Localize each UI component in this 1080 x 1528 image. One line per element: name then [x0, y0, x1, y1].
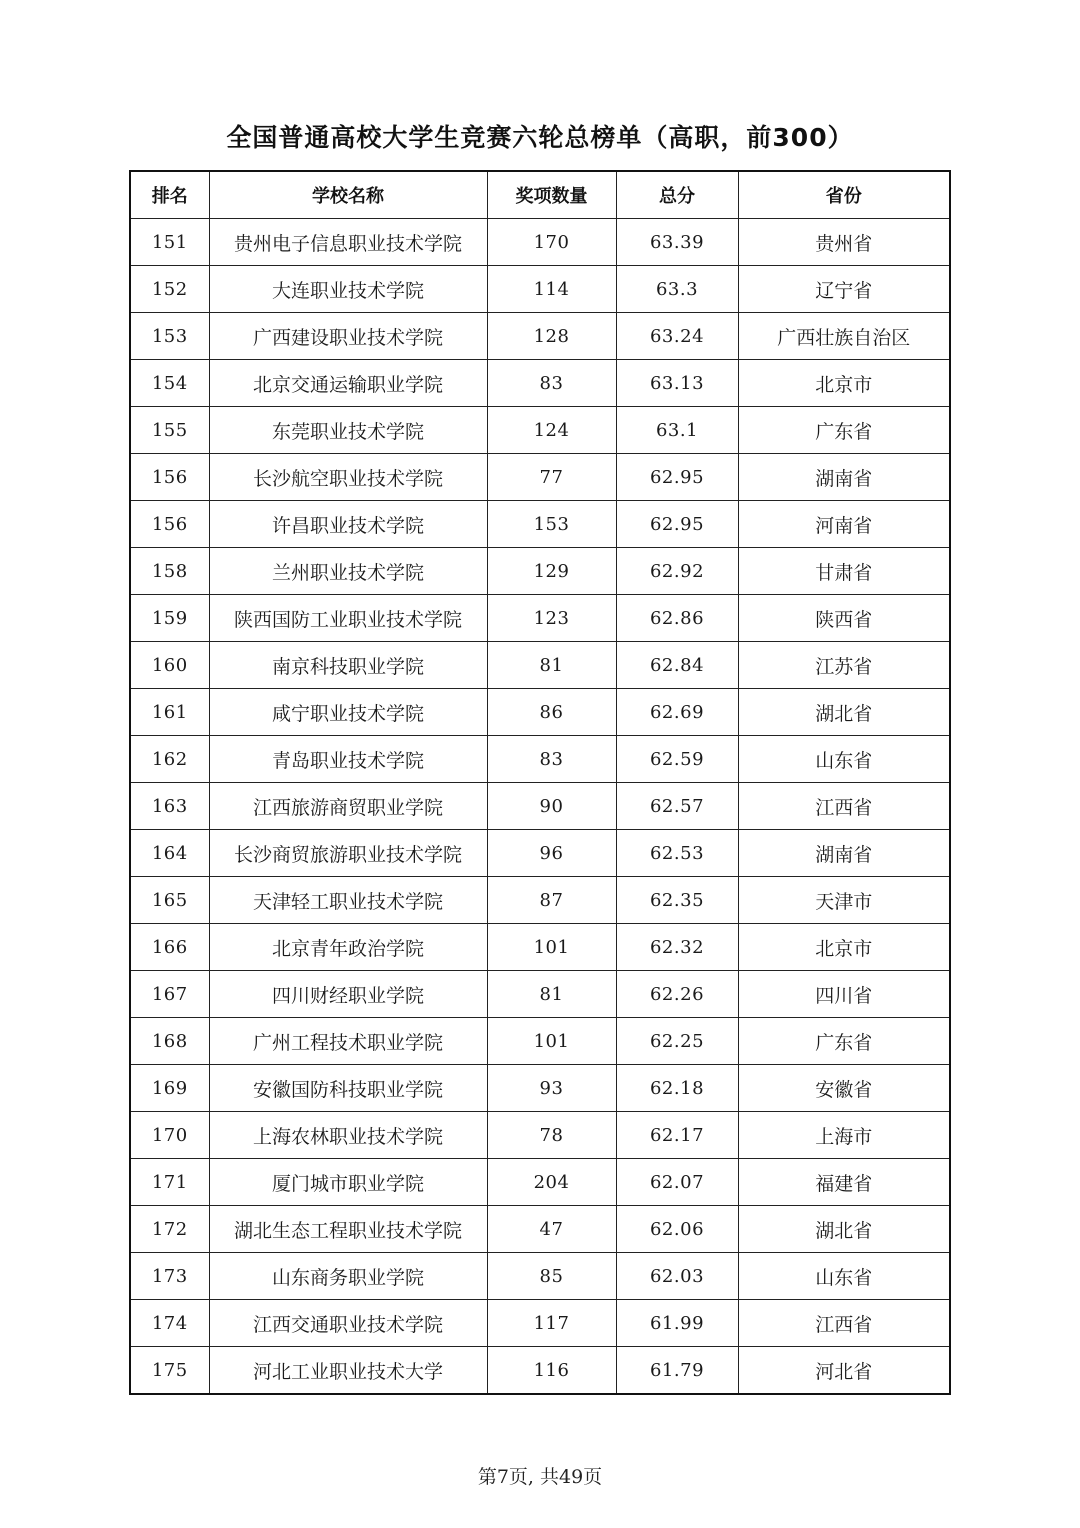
province-cell: 四川省	[738, 971, 950, 1018]
rank-cell: 158	[130, 548, 209, 595]
award-count-cell: 83	[487, 736, 616, 783]
rank-cell: 160	[130, 642, 209, 689]
award-count-cell: 101	[487, 924, 616, 971]
province-cell: 陕西省	[738, 595, 950, 642]
total-score-cell: 63.24	[616, 313, 738, 360]
school-name-cell: 东莞职业技术学院	[209, 407, 487, 454]
total-score-cell: 62.26	[616, 971, 738, 1018]
rank-cell: 165	[130, 877, 209, 924]
table-row	[130, 736, 950, 783]
table-row	[130, 454, 950, 501]
total-score-cell: 62.57	[616, 783, 738, 830]
header-total-score: 总分	[616, 171, 738, 219]
award-count-cell: 90	[487, 783, 616, 830]
rank-cell: 153	[130, 313, 209, 360]
total-score-cell: 62.32	[616, 924, 738, 971]
page-number: 第7页, 共49页	[477, 1466, 603, 1488]
table-row	[130, 1300, 950, 1347]
table-row	[130, 1018, 950, 1065]
total-score-cell: 63.13	[616, 360, 738, 407]
table-row	[130, 971, 950, 1018]
total-score-cell: 62.69	[616, 689, 738, 736]
school-name-cell: 陕西国防工业职业技术学院	[209, 595, 487, 642]
total-score-cell: 62.92	[616, 548, 738, 595]
school-name-cell: 长沙航空职业技术学院	[209, 454, 487, 501]
school-name-cell: 江西旅游商贸职业学院	[209, 783, 487, 830]
table-row	[130, 1206, 950, 1253]
table-row	[130, 642, 950, 689]
award-count-cell: 78	[487, 1112, 616, 1159]
table-row	[130, 689, 950, 736]
rank-cell: 164	[130, 830, 209, 877]
school-name-cell: 山东商务职业学院	[209, 1253, 487, 1300]
table-row	[130, 1159, 950, 1206]
award-count-cell: 117	[487, 1300, 616, 1347]
award-count-cell: 81	[487, 971, 616, 1018]
school-name-cell: 四川财经职业学院	[209, 971, 487, 1018]
award-count-cell: 93	[487, 1065, 616, 1112]
rank-cell: 152	[130, 266, 209, 313]
rank-cell: 155	[130, 407, 209, 454]
province-cell: 北京市	[738, 924, 950, 971]
award-count-cell: 204	[487, 1159, 616, 1206]
award-count-cell: 153	[487, 501, 616, 548]
school-name-cell: 青岛职业技术学院	[209, 736, 487, 783]
rank-cell: 161	[130, 689, 209, 736]
header-school-name: 学校名称	[209, 171, 487, 219]
school-name-cell: 广州工程技术职业学院	[209, 1018, 487, 1065]
total-score-cell: 63.39	[616, 219, 738, 266]
province-cell: 广东省	[738, 407, 950, 454]
total-score-cell: 63.1	[616, 407, 738, 454]
table-row	[130, 360, 950, 407]
province-cell: 北京市	[738, 360, 950, 407]
award-count-cell: 101	[487, 1018, 616, 1065]
table-row	[130, 407, 950, 454]
province-cell: 安徽省	[738, 1065, 950, 1112]
school-name-cell: 湖北生态工程职业技术学院	[209, 1206, 487, 1253]
table-row	[130, 783, 950, 830]
table-row	[130, 1253, 950, 1300]
rank-cell: 174	[130, 1300, 209, 1347]
province-cell: 山东省	[738, 1253, 950, 1300]
total-score-cell: 62.18	[616, 1065, 738, 1112]
province-cell: 甘肃省	[738, 548, 950, 595]
rank-cell: 166	[130, 924, 209, 971]
rank-cell: 175	[130, 1347, 209, 1395]
total-score-cell: 62.25	[616, 1018, 738, 1065]
school-name-cell: 江西交通职业技术学院	[209, 1300, 487, 1347]
province-cell: 河南省	[738, 501, 950, 548]
table-row	[130, 830, 950, 877]
school-name-cell: 长沙商贸旅游职业技术学院	[209, 830, 487, 877]
header-province: 省份	[738, 171, 950, 219]
rank-cell: 170	[130, 1112, 209, 1159]
table-row	[130, 1112, 950, 1159]
award-count-cell: 170	[487, 219, 616, 266]
total-score-cell: 62.59	[616, 736, 738, 783]
total-score-cell: 62.03	[616, 1253, 738, 1300]
award-count-cell: 128	[487, 313, 616, 360]
province-cell: 江苏省	[738, 642, 950, 689]
table-header-row	[130, 171, 950, 219]
table-row	[130, 595, 950, 642]
rank-cell: 162	[130, 736, 209, 783]
province-cell: 江西省	[738, 1300, 950, 1347]
award-count-cell: 83	[487, 360, 616, 407]
rank-cell: 172	[130, 1206, 209, 1253]
school-name-cell: 贵州电子信息职业技术学院	[209, 219, 487, 266]
total-score-cell: 63.3	[616, 266, 738, 313]
rank-cell: 156	[130, 454, 209, 501]
province-cell: 辽宁省	[738, 266, 950, 313]
total-score-cell: 62.53	[616, 830, 738, 877]
school-name-cell: 咸宁职业技术学院	[209, 689, 487, 736]
school-name-cell: 许昌职业技术学院	[209, 501, 487, 548]
table-row	[130, 501, 950, 548]
award-count-cell: 123	[487, 595, 616, 642]
award-count-cell: 114	[487, 266, 616, 313]
rank-cell: 167	[130, 971, 209, 1018]
rank-cell: 154	[130, 360, 209, 407]
province-cell: 湖北省	[738, 1206, 950, 1253]
province-cell: 福建省	[738, 1159, 950, 1206]
table-body	[130, 219, 950, 1395]
rank-cell: 173	[130, 1253, 209, 1300]
rank-cell: 169	[130, 1065, 209, 1112]
province-cell: 广西壮族自治区	[738, 313, 950, 360]
school-name-cell: 北京青年政治学院	[209, 924, 487, 971]
total-score-cell: 62.95	[616, 454, 738, 501]
award-count-cell: 86	[487, 689, 616, 736]
table-row	[130, 313, 950, 360]
rank-cell: 171	[130, 1159, 209, 1206]
school-name-cell: 南京科技职业学院	[209, 642, 487, 689]
rank-cell: 168	[130, 1018, 209, 1065]
school-name-cell: 上海农林职业技术学院	[209, 1112, 487, 1159]
province-cell: 山东省	[738, 736, 950, 783]
school-name-cell: 兰州职业技术学院	[209, 548, 487, 595]
header-award-count: 奖项数量	[487, 171, 616, 219]
table-row	[130, 548, 950, 595]
school-name-cell: 安徽国防科技职业学院	[209, 1065, 487, 1112]
school-name-cell: 北京交通运输职业学院	[209, 360, 487, 407]
province-cell: 广东省	[738, 1018, 950, 1065]
school-name-cell: 广西建设职业技术学院	[209, 313, 487, 360]
award-count-cell: 47	[487, 1206, 616, 1253]
total-score-cell: 62.17	[616, 1112, 738, 1159]
award-count-cell: 85	[487, 1253, 616, 1300]
province-cell: 湖北省	[738, 689, 950, 736]
rank-cell: 163	[130, 783, 209, 830]
province-cell: 江西省	[738, 783, 950, 830]
rank-cell: 159	[130, 595, 209, 642]
province-cell: 河北省	[738, 1347, 950, 1395]
total-score-cell: 62.95	[616, 501, 738, 548]
award-count-cell: 81	[487, 642, 616, 689]
province-cell: 天津市	[738, 877, 950, 924]
table-row	[130, 924, 950, 971]
table-row	[130, 266, 950, 313]
province-cell: 湖南省	[738, 454, 950, 501]
table-row	[130, 1065, 950, 1112]
total-score-cell: 62.07	[616, 1159, 738, 1206]
total-score-cell: 62.06	[616, 1206, 738, 1253]
ranking-table	[129, 170, 951, 1395]
award-count-cell: 124	[487, 407, 616, 454]
table-row	[130, 1347, 950, 1395]
rank-cell: 156	[130, 501, 209, 548]
province-cell: 湖南省	[738, 830, 950, 877]
total-score-cell: 61.99	[616, 1300, 738, 1347]
rank-cell: 151	[130, 219, 209, 266]
award-count-cell: 87	[487, 877, 616, 924]
award-count-cell: 129	[487, 548, 616, 595]
award-count-cell: 77	[487, 454, 616, 501]
page-title: 全国普通高校大学生竞赛六轮总榜单（高职，前300）	[226, 123, 854, 152]
total-score-cell: 62.86	[616, 595, 738, 642]
award-count-cell: 116	[487, 1347, 616, 1395]
header-rank: 排名	[130, 171, 209, 219]
award-count-cell: 96	[487, 830, 616, 877]
province-cell: 贵州省	[738, 219, 950, 266]
school-name-cell: 厦门城市职业学院	[209, 1159, 487, 1206]
total-score-cell: 62.84	[616, 642, 738, 689]
school-name-cell: 天津轻工职业技术学院	[209, 877, 487, 924]
total-score-cell: 62.35	[616, 877, 738, 924]
table-row	[130, 219, 950, 266]
total-score-cell: 61.79	[616, 1347, 738, 1395]
table-row	[130, 877, 950, 924]
school-name-cell: 河北工业职业技术大学	[209, 1347, 487, 1395]
province-cell: 上海市	[738, 1112, 950, 1159]
school-name-cell: 大连职业技术学院	[209, 266, 487, 313]
